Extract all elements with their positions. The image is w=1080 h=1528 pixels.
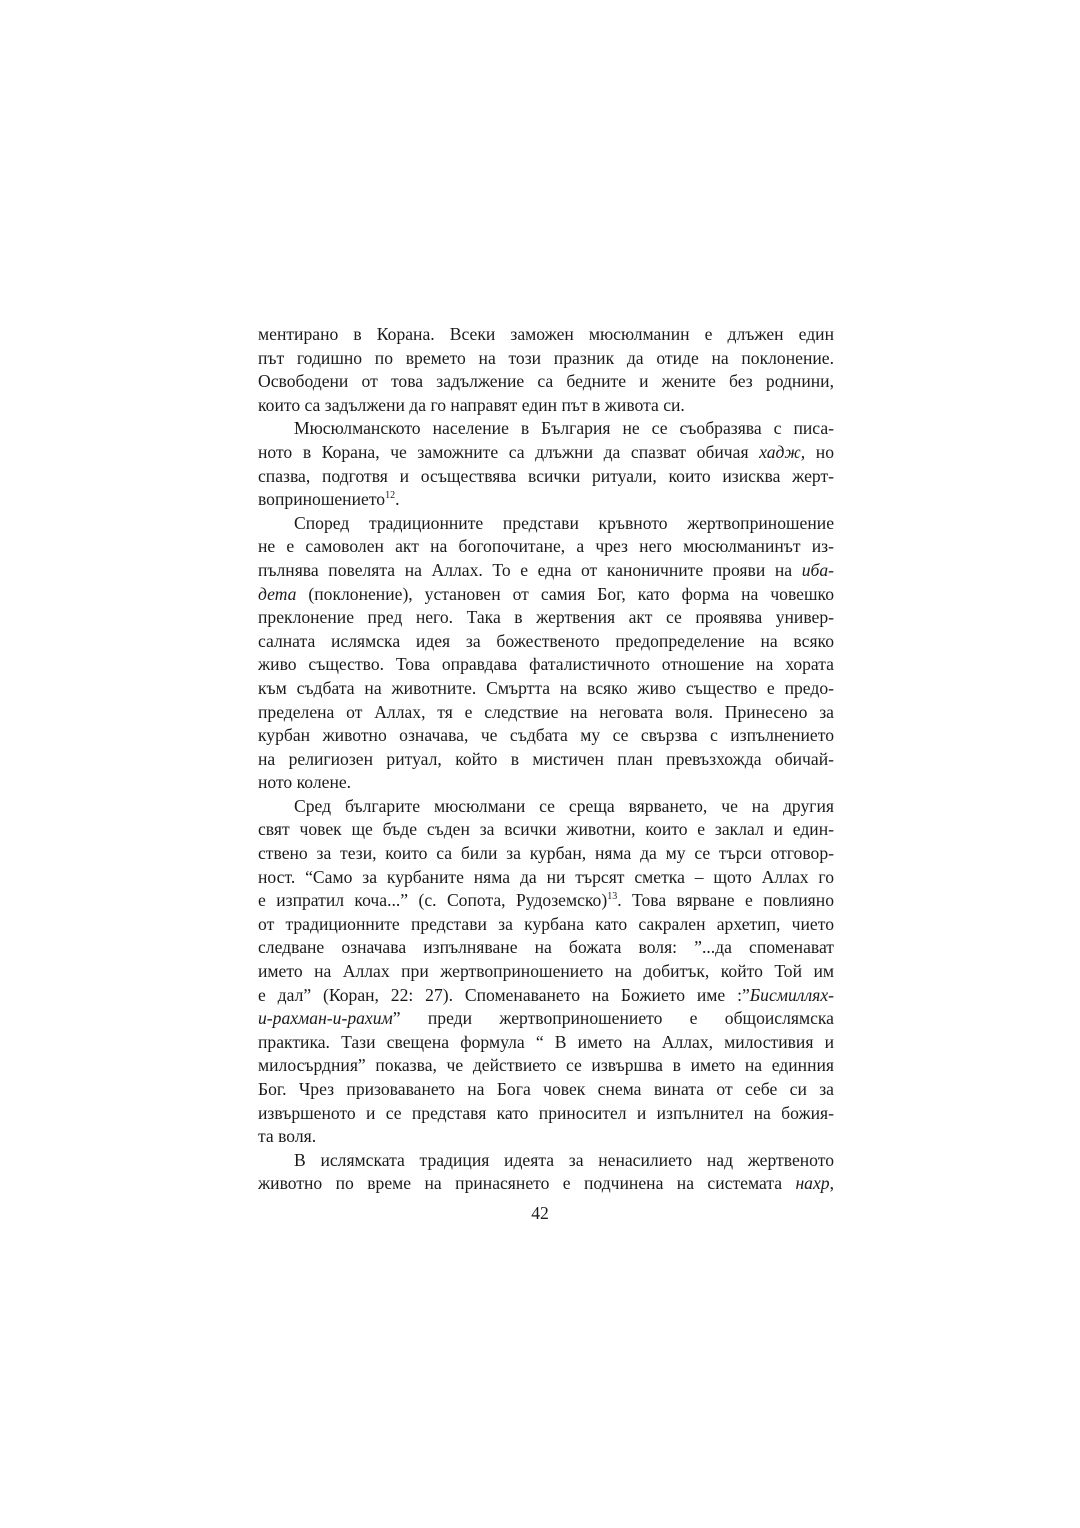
text-line: пределена от Аллах, тя е следствие на неговата воля. Принесено за (258, 701, 834, 722)
text-segment: . (395, 489, 400, 510)
italic-term: нахр (795, 1173, 830, 1194)
text-line: свят човек ще бъде съден за всички животни, които е заклал и един- (258, 819, 834, 840)
text-line: Освободени от това задължение са бедните и жените без роднини, (258, 371, 834, 392)
text-line: ното колене. (258, 772, 352, 793)
text-segment: ” преди жертвоприношението е общоислямска (392, 1008, 834, 1029)
text-segment: но (805, 441, 834, 462)
italic-term: Бисмиллях- (749, 984, 834, 1005)
text-line: път годишно по времето на този празник да отиде на поклонение. (258, 347, 834, 368)
text-line: не е самоволен акт на богопочитане, а чрез него мюсюлманинът из- (258, 536, 834, 557)
italic-term: хадж, (759, 441, 806, 462)
text-segment: животно по време на принасянето е подчинена на системата (258, 1173, 796, 1194)
text-segment: воприношението (258, 489, 386, 510)
footnote-ref: 13 (607, 891, 618, 903)
text-line: та воля. (258, 1126, 317, 1147)
text-line (258, 889, 834, 913)
text-line (258, 1172, 834, 1196)
text-segment: , (829, 1173, 834, 1194)
text-line: милосърдния” показва, че действието се извършва в името на единния (258, 1055, 834, 1076)
text-line (258, 1007, 834, 1031)
text-line: курбан животно означава, че съдбата му се свързва с изпълнението (258, 725, 834, 746)
italic-term: дета (258, 583, 297, 604)
text-line: В ислямската традиция идеята за ненасилието над жертвеното (294, 1149, 834, 1170)
text-segment (296, 584, 308, 604)
body-text (258, 323, 834, 1196)
text-line: ност. “Само за курбаните няма да ни търсят сметка – щото Аллах го (258, 866, 834, 887)
text-line: следване означава изпълняване на божата воля: ”...да споменават (258, 937, 834, 958)
text-line: към съдбата на животните. Смъртта на всяко живо същество е предо- (258, 677, 834, 698)
text-line: спазва, подготвя и осъществява всички ритуали, които изисква жерт- (258, 465, 834, 486)
text-segment: пълнява повелята на Аллах. То е една от каноничните прояви на (258, 559, 802, 580)
page-number: 42 (531, 1203, 549, 1223)
text-line: практика. Тази свещена формула “ В името на Аллах, милостивия и (258, 1031, 834, 1052)
text-line: Според традиционните представи кръвното жертвоприношение (294, 512, 834, 533)
text-line: които са задължени да го направят един път в живота си. (258, 394, 685, 415)
text-segment: (поклонение), установен от самия Бог, като форма на човешко (308, 583, 834, 604)
text-line: от традиционните представи за курбана като сакрален архетип, чието (258, 913, 834, 934)
text-line: живо същество. Това оправдава фаталистичното отношение на хората (258, 654, 834, 675)
paragraph-5 (258, 1149, 834, 1196)
paragraph-2 (258, 417, 834, 511)
text-line: ментирано в Корана. Всеки заможен мюсюлманин е длъжен един (258, 324, 834, 344)
paragraph-4 (258, 795, 834, 1149)
text-segment: е изпратил коча...” (с. Сопота, Рудоземско) (258, 890, 608, 911)
text-line: салната ислямска идея за божественото предопределение на всяко (258, 630, 834, 651)
text-line (258, 984, 834, 1008)
text-segment: е дал” (Коран, 22: 27). Споменаването на Божието име :” (258, 984, 750, 1005)
text-line: на религиозен ритуал, който в мистичен план превъзхожда обичай- (258, 748, 834, 769)
paragraph-3 (258, 512, 834, 795)
italic-term: иба- (801, 559, 834, 580)
text-line: Бог. Чрез призоваването на Бога човек снема вината от себе си за (258, 1079, 834, 1099)
text-line: ствено за тези, които са били за курбан, няма да му се търси отговор- (258, 843, 834, 864)
text-line: Мюсюлманското население в България не се съобразява с писа- (294, 418, 834, 439)
text-segment: ното в Корана, че заможните са длъжни да спазват обичая (258, 441, 760, 462)
footnote-ref: 12 (385, 490, 396, 502)
text-line (258, 583, 834, 607)
paragraph-1 (258, 323, 834, 417)
text-line: името на Аллах при жертвоприношението на добитък, който Той им (258, 961, 834, 982)
text-segment: . Това вярване е повлияно (617, 890, 834, 911)
italic-term: и-рахман-и-рахим (258, 1008, 393, 1029)
text-line (258, 559, 834, 583)
text-line (258, 441, 834, 465)
text-line: Сред българите мюсюлмани се среща вярването, че на другия (294, 795, 834, 816)
text-line: извършеното и се представя като приносител и изпълнител на божия- (258, 1102, 834, 1123)
text-line: преклонение пред него. Така в жертвения акт се проявява универ- (258, 607, 834, 628)
text-line (258, 488, 834, 512)
